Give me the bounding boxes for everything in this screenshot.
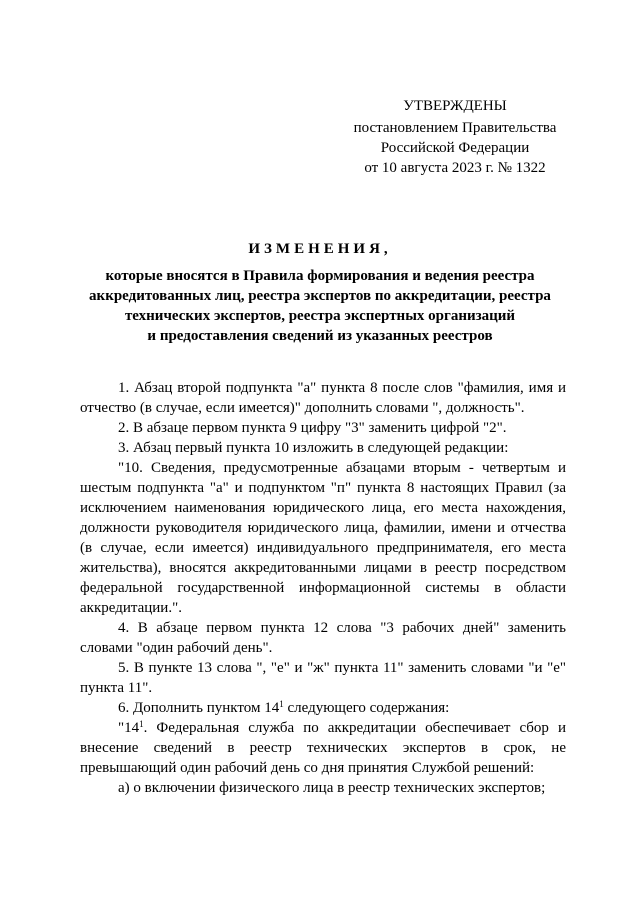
superscript: 1 bbox=[139, 719, 144, 729]
approval-date: от 10 августа 2023 г. № 1322 bbox=[364, 160, 546, 176]
superscript: 1 bbox=[279, 699, 284, 709]
approval-line: постановлением Правительства bbox=[353, 120, 557, 136]
approval-heading: УТВЕРЖДЕНЫ bbox=[403, 98, 507, 114]
paragraph-8-text: . Федеральная служба по аккредитации обеспечивает сбор и внесение сведений в реестр технических экспертов в срок, не превышающий один рабочий день со дня принятия Службой решений: bbox=[80, 720, 566, 776]
paragraph-8 bbox=[80, 718, 566, 778]
document-body bbox=[80, 378, 566, 798]
approval-block bbox=[330, 96, 580, 178]
subtitle-line: аккредитованных лиц, реестра экспертов по аккредитации, реестра bbox=[89, 288, 551, 304]
subtitle-line: технических экспертов, реестра экспертных организаций bbox=[124, 308, 516, 324]
paragraph-7-text: 6. Дополнить пунктом 14 bbox=[118, 700, 280, 716]
paragraph-2: 2. В абзаце первом пункта 9 цифру "3" заменить цифрой "2". bbox=[118, 420, 507, 436]
subtitle-line: которые вносятся в Правила формирования и ведения реестра bbox=[105, 268, 535, 284]
paragraph-8-text: "14 bbox=[118, 720, 140, 736]
paragraph-9: а) о включении физического лица в реестр технических экспертов; bbox=[118, 780, 546, 796]
paragraph-5: 4. В абзаце первом пункта 12 слова "3 рабочих дней" заменить словами "один рабочий день". bbox=[80, 620, 566, 656]
approval-line: Российской Федерации bbox=[380, 140, 530, 156]
subtitle-line: и предоставления сведений из указанных реестров bbox=[147, 328, 493, 344]
paragraph-7-text: следующего содержания: bbox=[283, 700, 450, 716]
document-title: ИЗМЕНЕНИЯ, bbox=[248, 241, 392, 257]
paragraph-1: 1. Абзац второй подпункта "а" пункта 8 после слов "фамилия, имя и отчество (в случае, если имеется)" дополнить словами ", должность". bbox=[80, 380, 566, 416]
document-subtitle bbox=[60, 266, 580, 346]
paragraph-3: 3. Абзац первый пункта 10 изложить в следующей редакции: bbox=[118, 440, 509, 456]
paragraph-6: 5. В пункте 13 слова ", "е" и "ж" пункта 11" заменить словами "и "е" пункта 11". bbox=[80, 660, 566, 696]
paragraph-4: "10. Сведения, предусмотренные абзацами вторым - четвертым и шестым подпункта "а" и подпунктом "п" пункта 8 настоящих Правил (за исключением наименования юридического лица, его места нахождения, должности руководителя юридического лица, фамилии, имени и отчества (в случае, если имеется) индивидуального предпринимателя, его места жительства), вносятся аккредитованными лицами в реестр посредством федеральной государственной информационной системы в области аккредитации.". bbox=[80, 460, 566, 616]
paragraph-7 bbox=[80, 698, 566, 718]
